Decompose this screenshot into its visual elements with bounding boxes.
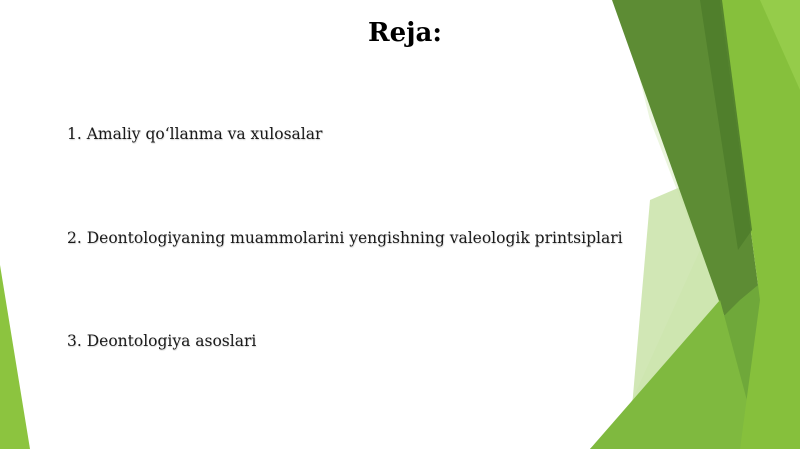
left-green-sliver: [0, 265, 30, 449]
plan-item-3: 3. Deontologiya asoslari: [67, 332, 257, 350]
plan-item-2: 2. Deontologiyaning muammolarini yengishning valeologik printsiplari: [67, 229, 623, 247]
plan-item-1: 1. Amaliy qo‘llanma va xulosalar: [67, 125, 323, 143]
slide-title: Reja:: [367, 18, 442, 48]
